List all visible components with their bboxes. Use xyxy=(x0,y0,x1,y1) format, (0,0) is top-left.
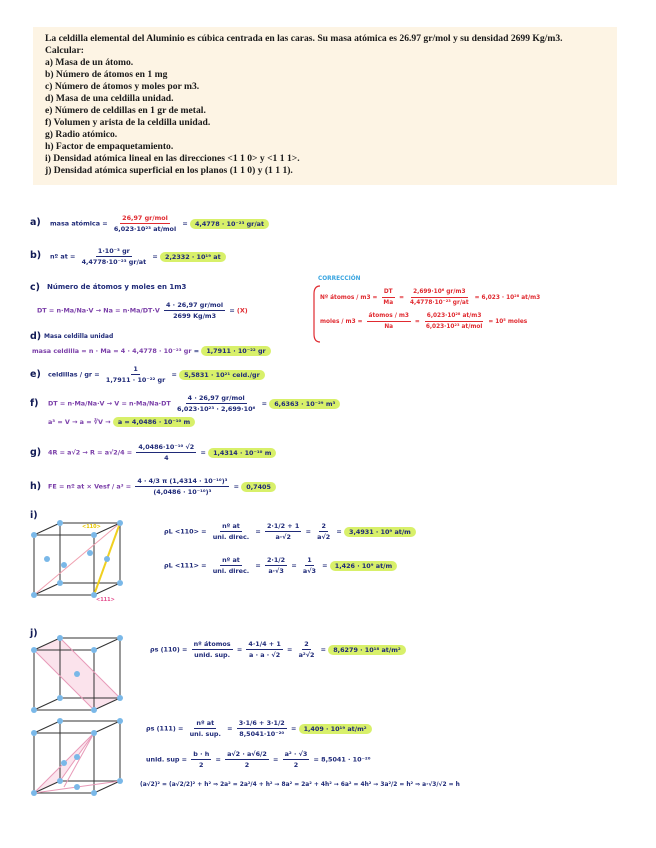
part-j-line3-f2-den: 2 xyxy=(244,761,250,769)
part-i-line1-f2-num: 2·1/2 + 1 xyxy=(266,522,300,530)
part-f-line2 xyxy=(48,418,195,426)
part-b-result: 2,2332 · 10¹⁹ at xyxy=(160,252,226,262)
part-c-corr1-f1-den: Ma xyxy=(383,300,394,306)
part-g-numerator: 4,0486·10⁻¹⁰ √2 xyxy=(138,443,195,451)
part-j-label: j) xyxy=(30,628,38,639)
fcc-cube-plane-111-diagram xyxy=(30,717,130,807)
part-f-equation xyxy=(48,394,340,413)
part-j-line3-result: = 8,5041 · 10⁻²⁰ xyxy=(313,755,371,764)
part-f-denominator: 6,023·10²³ · 2,699·10⁶ xyxy=(177,405,256,413)
part-c-correction-title: CORRECCIÓN xyxy=(318,276,361,282)
part-i-line2-f1-den: uni. direc. xyxy=(212,567,250,575)
part-i-line2-f3-den: a√3 xyxy=(302,567,316,575)
part-c-wrong-mark: (X) xyxy=(236,306,248,315)
part-c-corr2-f2-den: 6,023·10²³ at/mol xyxy=(425,324,483,330)
part-c-corr1-result: = 6,023 · 10²⁸ at/m3 xyxy=(474,295,541,301)
part-e-denominator: 1,7911 · 10⁻²² gr xyxy=(105,376,166,384)
part-c-numerator: 4 · 26,97 gr/mol xyxy=(166,301,224,309)
part-j-line2-lhs: ρs (111) = xyxy=(146,724,184,733)
part-b-lhs: nº at = xyxy=(50,252,76,261)
part-j-line1-f2-num: 4·1/4 + 1 xyxy=(248,640,281,648)
part-j-line1-result: 8,6279 · 10¹⁸ at/m² xyxy=(328,645,405,655)
part-j-line1-f3-den: a²√2 xyxy=(298,651,315,659)
part-c-correction-line1: Nº átomos / m3 = $\frac{DT}{Ma}$ = $\frac{\text{2,699·10⁶ gr/m3}}{\text{4,4778·10⁻²³ gr/at}}$ = 6,023 · 10²⁸ at/m3 xyxy=(320,289,541,306)
part-g-label: g) xyxy=(30,447,42,458)
part-j-line1: ρs (110) = $\frac{\text{nº átomos}}{\text{unid. sup.}}$ = $\frac{4\cdot 1/4 + 1}{a \cdot a \cdot √2}$ = $\frac{2}{\text{a²√2}}$ = 8,6279 · 10¹⁸ at/m² xyxy=(150,640,406,659)
part-j-line2-f1-num: nº at xyxy=(196,719,215,727)
part-g-equals: = xyxy=(200,448,206,457)
part-i-line2-result: 1,426 · 10⁹ at/m xyxy=(330,561,397,571)
part-c-corr1-f2-den: 4,4778·10⁻²³ gr/at xyxy=(410,300,469,306)
fcc-cube-directions-diagram xyxy=(30,519,130,609)
part-i-line1: ρL <110> = $\frac{\text{nº at}}{\text{uni. direc.}}$ = $\frac{2\cdot 1/2 + 1}{a\cdot√2}$ = $\frac{2}{a√2}$ = 3,4931 · 10⁹ at/m xyxy=(164,522,416,541)
part-j-line1-f1-den: unid. sup. xyxy=(194,651,231,659)
part-j-line2-f2-num: 3·1/6 + 3·1/2 xyxy=(238,719,285,727)
part-g-equation xyxy=(48,443,276,462)
part-f-line2-result: a = 4,0486 · 10⁻¹⁰ m xyxy=(113,417,195,427)
part-c-corr2-f1-num: átomos / m3 xyxy=(367,312,411,322)
part-i-line2-f2-num: 2·1/2 xyxy=(266,556,286,564)
part-f-line2-text: a³ = V → a = ∛V → xyxy=(48,418,111,426)
part-c-equals: = xyxy=(229,306,235,315)
part-c-corr1-f2-num: 2,699·10⁶ gr/m3 xyxy=(411,288,467,298)
problem-line: Calcular: xyxy=(45,45,84,56)
direction-110-label: <110> xyxy=(82,524,101,530)
problem-line: La celdilla elemental del Aluminio es cúbica centrada en las caras. Su masa atómica es 26.97 gr/mol y su densidad 2699 Kg/m3. xyxy=(45,33,563,44)
problem-line: j) Densidad atómica superficial en los planos (1 1 0) y (1 1 1). xyxy=(45,165,293,176)
part-h-result: 0,7405 xyxy=(241,482,276,492)
part-j-line4: (a√2)² = (a√2/2)² + h² ⇒ 2a² = 2a²/4 + h² → 8a² = 2a² + 4h² → 6a² = 4h² → 3a²/2 = h² ⇒ a·√3/√2 = h xyxy=(140,782,460,788)
part-e-label: e) xyxy=(30,369,41,380)
part-j-line1-lhs: ρs (110) = xyxy=(150,645,188,654)
part-b-equals: = xyxy=(152,252,158,261)
part-a-lhs: masa atómica = xyxy=(50,219,108,228)
part-j-line2-result: 1,409 · 10¹⁹ at/m² xyxy=(299,724,372,734)
part-h-lhs: FE = nº at × Vesf / a³ = xyxy=(48,482,132,491)
part-c-corr2-result: = 10⁵ moles xyxy=(488,319,528,325)
problem-line: d) Masa de una celdilla unidad. xyxy=(45,93,174,104)
problem-line: i) Densidad atómica lineal en las direcciones <1 1 0> y <1 1 1>. xyxy=(45,153,300,164)
part-i-line2: ρL <111> = $\frac{\text{nº at}}{\text{uni. direc.}}$ = $\frac{2\cdot 1/2}{a\cdot√3}$ = $\frac{1}{a√3}$ = 1,426 · 10⁹ at/m xyxy=(164,556,397,575)
part-e-equals: = xyxy=(171,370,177,379)
part-f-numerator: 4 · 26,97 gr/mol xyxy=(187,394,245,402)
part-c-denominator: 2699 Kg/m3 xyxy=(173,312,217,320)
problem-line: e) Número de celdillas en 1 gr de metal. xyxy=(45,105,206,116)
problem-line: f) Volumen y arista de la celdilla unidad. xyxy=(45,117,211,128)
part-g-result: 1,4314 · 10⁻¹⁰ m xyxy=(208,448,276,458)
part-h-equals: = xyxy=(233,482,240,491)
part-c-label: c) xyxy=(30,282,40,293)
part-j-line3-f3-num: a² · √3 xyxy=(284,750,308,758)
part-i-line2-lhs: ρL <111> = xyxy=(164,561,207,570)
part-c-line1 xyxy=(37,301,248,320)
part-j-line3-f2-num: a√2 · a√6/2 xyxy=(227,750,267,758)
problem-statement xyxy=(33,27,617,185)
problem-line: a) Masa de un átomo. xyxy=(45,57,134,68)
part-f-label: f) xyxy=(30,398,39,409)
fcc-cube-plane-110-diagram xyxy=(30,634,130,724)
problem-line: c) Número de átomos y moles por m3. xyxy=(45,81,200,92)
part-j-line1-f3-num: 2 xyxy=(304,640,309,648)
part-e-result: 5,5831 · 10²¹ celd./gr xyxy=(179,370,265,380)
part-f-equals: = xyxy=(261,399,267,408)
part-j-line3-lhs: unid. sup = xyxy=(146,755,188,764)
part-c-correction-line2: moles / m3 = $\frac{\text{átomos / m3}}{Na}$ = $\frac{\text{6,023·10²⁸ at/m3}}{\text{6,023·10²³ at/mol}}$ = 10⁵ moles xyxy=(320,313,528,330)
part-i-line1-f1-num: nº at xyxy=(222,522,240,530)
part-i-line1-f1-den: uni. direc. xyxy=(212,533,250,541)
part-a-equation xyxy=(50,214,269,233)
part-d-label: d) xyxy=(30,331,42,342)
part-j-line3-f3-den: 2 xyxy=(293,761,299,769)
part-h-equation xyxy=(48,477,276,496)
part-j-line2-f2-den: 8,5041·10⁻²⁰ xyxy=(239,730,285,738)
part-a-numerator: 26,97 gr/mol xyxy=(122,214,168,222)
part-i-line1-f2-den: a·√2 xyxy=(275,533,291,541)
part-i-line2-f3-num: 1 xyxy=(307,556,312,564)
part-i-line1-lhs: ρL <110> = xyxy=(164,527,207,536)
part-i-label: i) xyxy=(30,510,38,521)
part-c-corr2-lhs: moles / m3 = xyxy=(320,319,363,325)
correction-bracket xyxy=(312,284,322,344)
part-j-line3-f1-num: b · h xyxy=(193,750,210,758)
part-b-denominator: 4,4778·10⁻²³ gr/at xyxy=(81,258,147,266)
part-c-corr1-f1-num: DT xyxy=(382,288,395,298)
part-j-line3-f1-den: 2 xyxy=(199,761,204,769)
problem-line: b) Número de átomos en 1 mg xyxy=(45,69,168,80)
part-j-line2: ρs (111) = $\frac{\text{nº at}}{\text{uni. sup.}}$ = $\frac{3\cdot 1/6 + 3\cdot 1/2}{\text{8,5041·10⁻²⁰}}$ = 1,409 · 10¹⁹ at/m² xyxy=(146,719,372,738)
part-e-lhs: celdillas / gr = xyxy=(48,370,100,379)
part-d-equals: = xyxy=(193,347,200,355)
part-j-line3: unid. sup = $\frac{b \cdot h}{2}$ = $\frac{a√2 \cdot a√6/2}{2}$ = $\frac{\text{a² · √3}}{2}$ = 8,5041 · 10⁻²⁰ xyxy=(146,750,371,769)
part-i-line2-f1-num: nº at xyxy=(222,556,240,564)
part-a-result: 4,4778 · 10⁻²³ gr/at xyxy=(190,219,269,229)
part-g-lhs: 4R = a√2 → R = a√2/4 = xyxy=(48,448,133,457)
part-j-line1-f2-den: a · a · √2 xyxy=(249,651,281,659)
part-i-line1-f3-num: 2 xyxy=(321,522,326,530)
part-b-equation xyxy=(50,247,226,266)
part-d-result: 1,7911 · 10⁻²² gr xyxy=(201,346,270,356)
part-j-line1-f1-num: nº átomos xyxy=(193,640,231,648)
problem-line: g) Radio atómico. xyxy=(45,129,118,140)
part-i-line1-f3-den: a√2 xyxy=(317,533,331,541)
part-c-corr1-lhs: Nº átomos / m3 = xyxy=(320,295,378,301)
part-i-line2-f2-den: a·√3 xyxy=(268,567,284,575)
part-h-denominator: (4,0486 · 10⁻¹⁰)³ xyxy=(153,488,212,496)
part-a-denominator: 6,023·10²³ at/mol xyxy=(113,225,177,233)
part-d-expr: masa celdilla = n · Ma = 4 · 4,4778 · 10⁻²³ gr xyxy=(32,347,192,355)
part-c-corr2-f2-num: 6,023·10²⁸ at/m3 xyxy=(425,312,484,322)
part-b-numerator: 1·10⁻³ gr xyxy=(97,247,130,255)
part-c-formula: DT = n·Ma/Na·V → Na = n·Ma/DT·V xyxy=(37,306,160,315)
direction-111-label: <111> xyxy=(96,597,115,603)
part-a-label: a) xyxy=(30,217,41,228)
part-c-corr2-f1-den: Na xyxy=(384,324,394,330)
part-e-numerator: 1 xyxy=(133,365,138,373)
part-b-label: b) xyxy=(30,250,42,261)
part-f-formula: DT = n·Ma/Na·V → V = n·Ma/Na·DT xyxy=(48,399,171,408)
part-h-label: h) xyxy=(30,481,42,492)
part-c-title: Número de átomos y moles en 1m3 xyxy=(47,283,187,291)
problem-line: h) Factor de empaquetamiento. xyxy=(45,141,174,152)
part-g-denominator: 4 xyxy=(164,454,169,462)
part-a-equals: = xyxy=(182,219,188,228)
part-f-result: 6,6363 · 10⁻²⁹ m³ xyxy=(269,399,340,409)
part-d-title: Masa celdilla unidad xyxy=(44,333,114,340)
part-j-line2-f1-den: uni. sup. xyxy=(189,730,221,738)
part-e-equation xyxy=(48,365,265,384)
part-h-numerator: 4 · 4/3 π (1,4314 · 10⁻¹⁰)³ xyxy=(137,477,228,485)
part-i-line1-result: 3,4931 · 10⁹ at/m xyxy=(344,527,416,537)
part-d-equation xyxy=(32,347,271,355)
